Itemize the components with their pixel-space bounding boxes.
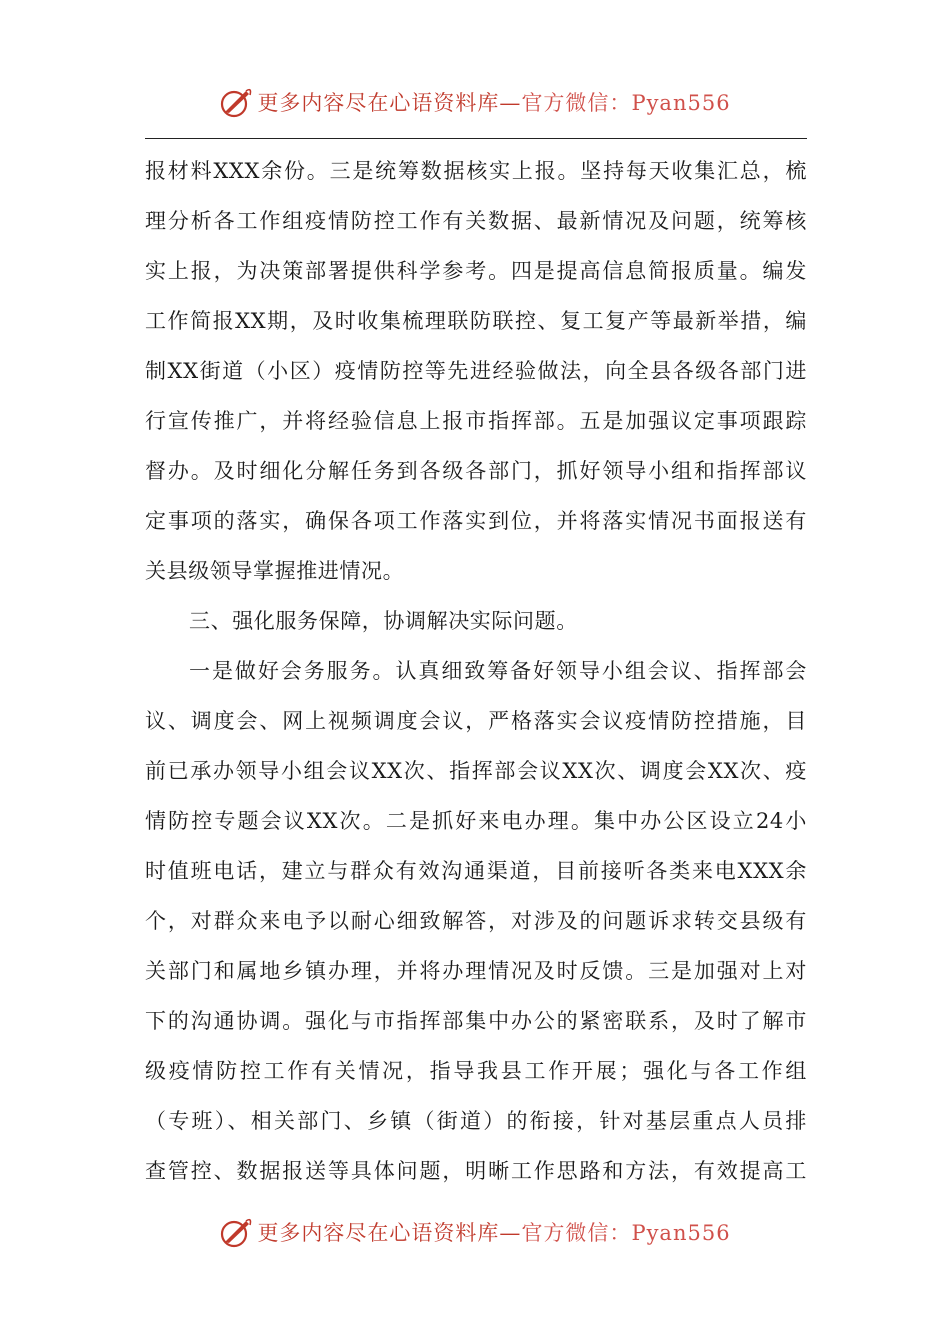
- banner-wechat-id: Pyan556: [631, 1221, 731, 1245]
- paragraph-line: 级疫情防控工作有关情况，指导我县工作开展；强化与各工作组: [145, 1059, 807, 1083]
- banner-slogan: 更多内容尽在心语资料库—: [257, 1221, 522, 1245]
- paragraph-line: 个，对群众来电予以耐心细致解答，对涉及的问题诉求转交县级有: [145, 909, 807, 933]
- paragraph-line: 关县级领导掌握推进情况。: [145, 559, 405, 583]
- footer-banner-text: [257, 1217, 730, 1247]
- header-banner: [0, 80, 950, 124]
- header-banner-text: [257, 87, 730, 117]
- quill-logo-icon: [219, 1215, 253, 1249]
- paragraph-line: 工作简报XX期，及时收集梳理联防联控、复工复产等最新举措，编: [145, 309, 807, 333]
- body-text: [145, 146, 807, 1196]
- footer-banner: [0, 1210, 950, 1254]
- paragraph-line: （专班）、相关部门、乡镇（街道）的衔接，针对基层重点人员排: [145, 1109, 807, 1133]
- paragraph-line: 督办。及时细化分解任务到各级各部门，抓好领导小组和指挥部议: [145, 459, 807, 483]
- paragraph-line: 查管控、数据报送等具体问题，明晰工作思路和方法，有效提高工: [145, 1159, 807, 1183]
- banner-slogan: 更多内容尽在心语资料库—: [257, 91, 522, 115]
- paragraph-line: 关部门和属地乡镇办理，并将办理情况及时反馈。三是加强对上对: [145, 959, 807, 983]
- paragraph-line: 行宣传推广，并将经验信息上报市指挥部。五是加强议定事项跟踪: [145, 409, 807, 433]
- quill-logo-icon: [219, 85, 253, 119]
- banner-wechat-label: 官方微信：: [521, 1221, 632, 1245]
- paragraph-line: 三、强化服务保障，协调解决实际问题。: [189, 609, 578, 633]
- paragraph-line: 理分析各工作组疫情防控工作有关数据、最新情况及问题，统筹核: [145, 209, 807, 233]
- paragraph-line: 报材料XXX余份。三是统筹数据核实上报。坚持每天收集汇总，梳: [145, 159, 807, 183]
- paragraph-line: 一是做好会务服务。认真细致筹备好领导小组会议、指挥部会: [189, 659, 807, 683]
- banner-wechat-label: 官方微信：: [521, 91, 632, 115]
- paragraph-line: 时值班电话，建立与群众有效沟通渠道，目前接听各类来电XXX余: [145, 859, 807, 883]
- paragraph-line: 前已承办领导小组会议XX次、指挥部会议XX次、调度会XX次、疫: [145, 759, 807, 783]
- paragraph-line: 实上报，为决策部署提供科学参考。四是提高信息简报质量。编发: [145, 259, 807, 283]
- paragraph-line: 情防控专题会议XX次。二是抓好来电办理。集中办公区设立24小: [145, 809, 807, 833]
- paragraph-line: 定事项的落实，确保各项工作落实到位，并将落实情况书面报送有: [145, 509, 807, 533]
- paragraph-line: 制XX街道（小区）疫情防控等先进经验做法，向全县各级各部门进: [145, 359, 807, 383]
- paragraph-line: 议、调度会、网上视频调度会议，严格落实会议疫情防控措施，目: [145, 709, 807, 733]
- banner-wechat-id: Pyan556: [631, 91, 731, 115]
- paragraph-line: 下的沟通协调。强化与市指挥部集中办公的紧密联系，及时了解市: [145, 1009, 807, 1033]
- header-divider: [145, 138, 807, 139]
